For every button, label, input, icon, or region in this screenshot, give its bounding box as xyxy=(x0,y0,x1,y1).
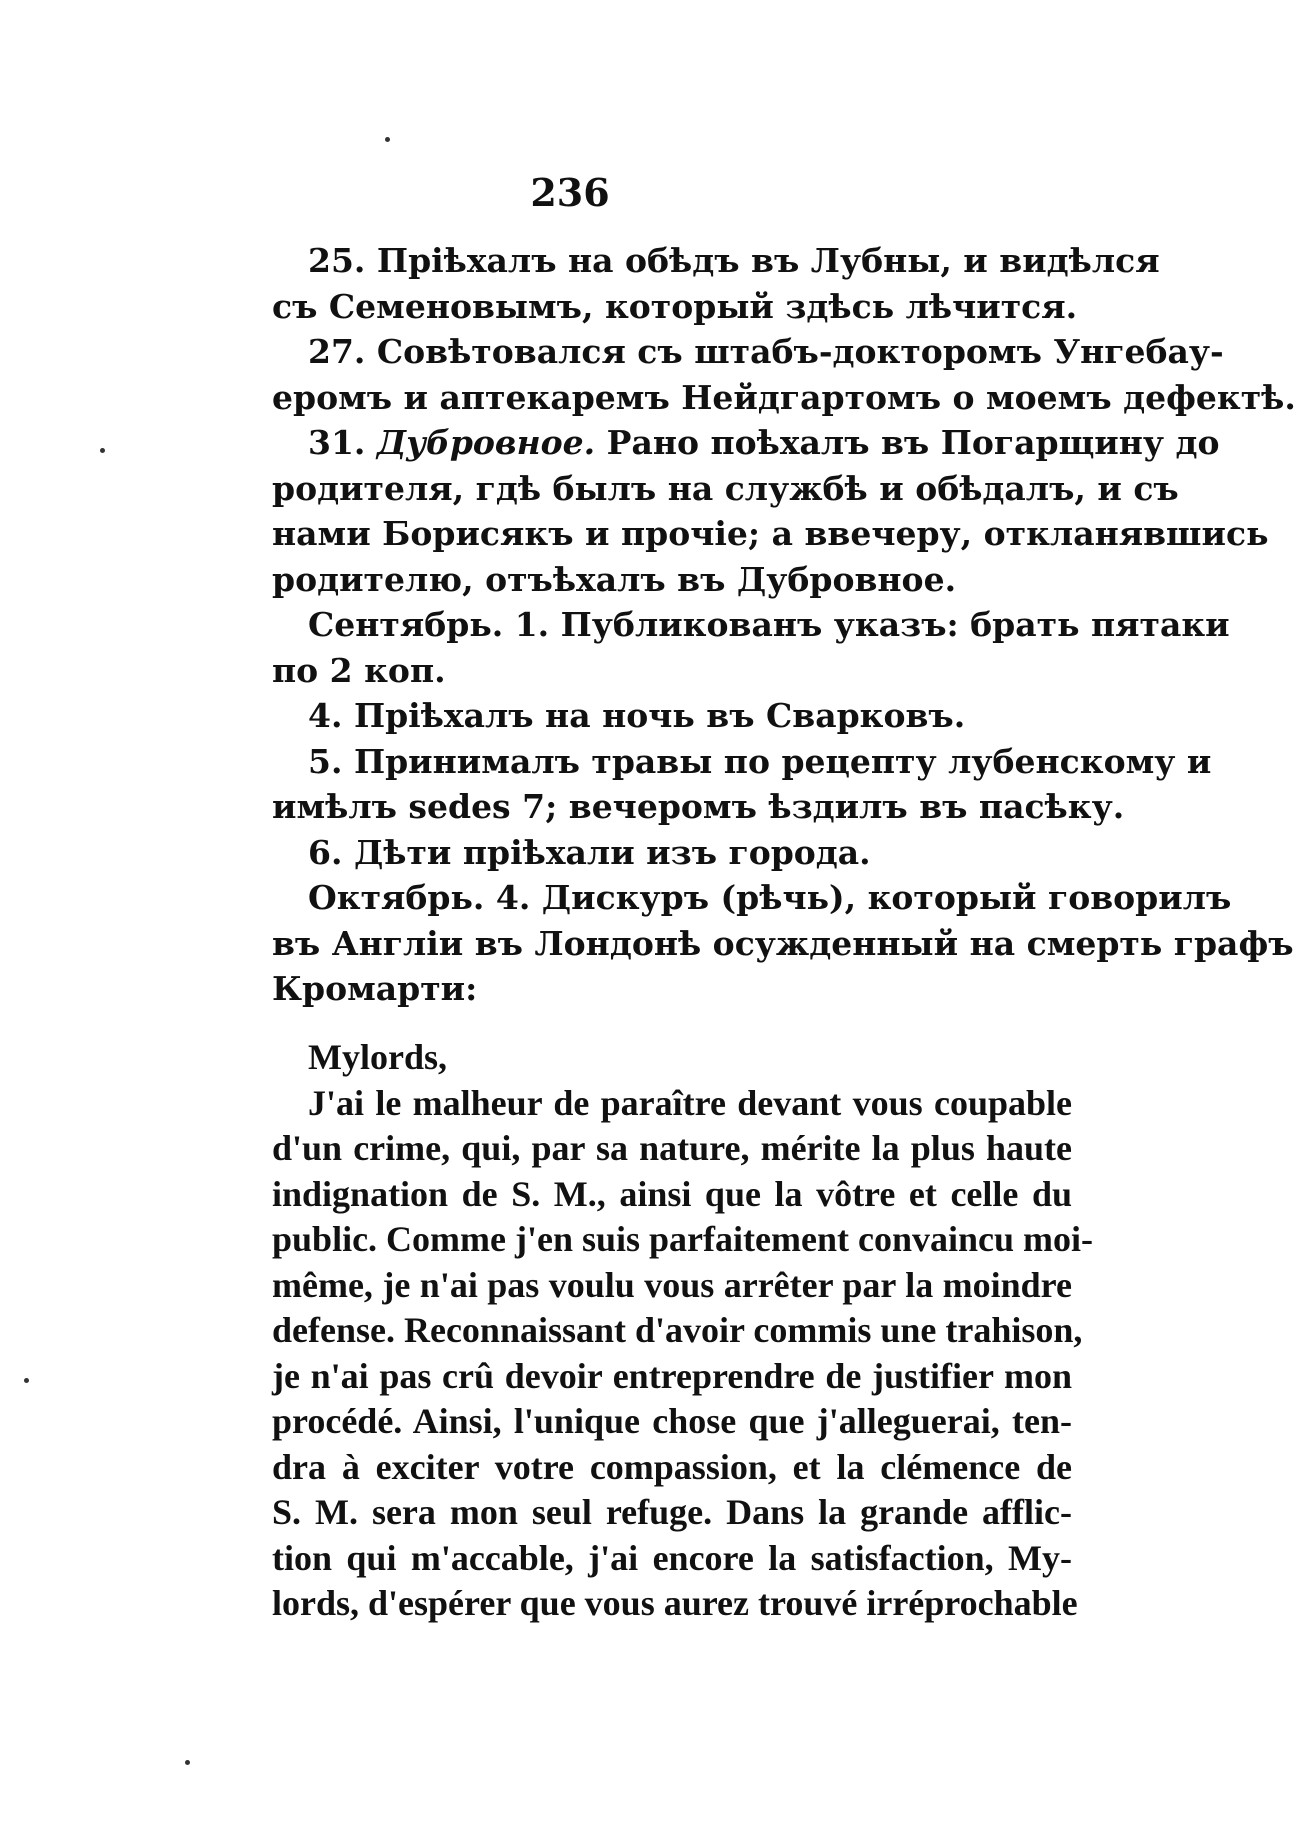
diary-line: Кромарти: xyxy=(272,969,478,1008)
speech-line: lords, d'espérer que vous aurez trouvé irréprochable xyxy=(272,1583,1078,1623)
diary-line: нами Борисякъ и прочіе; а ввечеру, откланявшись xyxy=(272,514,1269,553)
diary-line xyxy=(272,420,1220,466)
speech-line: J'ai le malheur de paraître devant vous coupable xyxy=(308,1082,1072,1123)
diary-line: 25. Пріѣхалъ на обѣдъ въ Лубны, и видѣлся xyxy=(308,241,1160,280)
scan-speck xyxy=(185,1760,190,1765)
entry-text: Рано поѣхалъ въ Погарщину до xyxy=(606,423,1220,462)
diary-line: въ Англіи въ Лондонѣ осужденный на смерть графъ xyxy=(272,923,1294,963)
diary-line: по 2 коп. xyxy=(272,650,446,690)
speech-line: d'un crime, qui, par sa nature, mérite la plus haute xyxy=(272,1128,1072,1168)
diary-line: Сентябрь. 1. Публикованъ указъ: брать пятаки xyxy=(308,605,1230,644)
diary-line: 4. Пріѣхалъ на ночь въ Сварковъ. xyxy=(308,696,966,735)
page-number: 236 xyxy=(530,170,610,215)
diary-line: 27. Совѣтовался съ штабъ-докторомъ Унгебау- xyxy=(308,332,1224,371)
speech-line: S. M. sera mon seul refuge. Dans la grande afflic- xyxy=(272,1492,1072,1532)
speech-line: procédé. Ainsi, l'unique chose que j'alleguerai, ten- xyxy=(272,1401,1072,1441)
scan-speck xyxy=(385,137,390,142)
diary-line: съ Семеновымъ, который здѣсь лѣчится. xyxy=(272,286,1078,326)
diary-line: еромъ и аптекаремъ Нейдгартомъ о моемъ дефектѣ. xyxy=(272,377,1296,417)
diary-line: родителя, гдѣ былъ на службѣ и обѣдалъ, и съ xyxy=(272,468,1179,508)
diary-line: имѣлъ sedes 7; вечеромъ ѣздилъ въ пасѣку. xyxy=(272,787,1125,826)
speech-line: defense. Reconnaissant d'avoir commis une trahison, xyxy=(272,1310,1083,1350)
diary-line: родителю, отъѣхалъ въ Дубровное. xyxy=(272,559,957,599)
speech-line: dra à exciter votre compassion, et la clémence de xyxy=(272,1446,1072,1487)
speech-line: même, je n'ai pas voulu vous arrêter par la moindre xyxy=(272,1264,1072,1305)
diary-entries xyxy=(272,238,1296,1012)
speech-line: tion qui m'accable, j'ai encore la satisfaction, My- xyxy=(272,1537,1072,1578)
place-name: Дубровное. xyxy=(376,423,596,462)
scan-speck xyxy=(100,448,105,453)
speech-line: je n'ai pas crû devoir entreprendre de justifier mon xyxy=(272,1355,1072,1396)
scan-speck xyxy=(24,1378,29,1383)
diary-line: 6. Дѣти пріѣхали изъ города. xyxy=(308,832,871,872)
diary-line: Октябрь. 4. Дискуръ (рѣчь), который говорилъ xyxy=(308,878,1232,917)
diary-line: 5. Принималъ травы по рецепту лубенскому и xyxy=(308,741,1212,781)
french-speech xyxy=(272,1035,1093,1627)
entry-date: 31. xyxy=(308,423,366,462)
speech-line: public. Comme j'en suis parfaitement convaincu moi- xyxy=(272,1219,1093,1259)
speech-line: indignation de S. M., ainsi que la vôtre et celle du xyxy=(272,1173,1072,1214)
speech-salutation: Mylords, xyxy=(308,1037,447,1077)
